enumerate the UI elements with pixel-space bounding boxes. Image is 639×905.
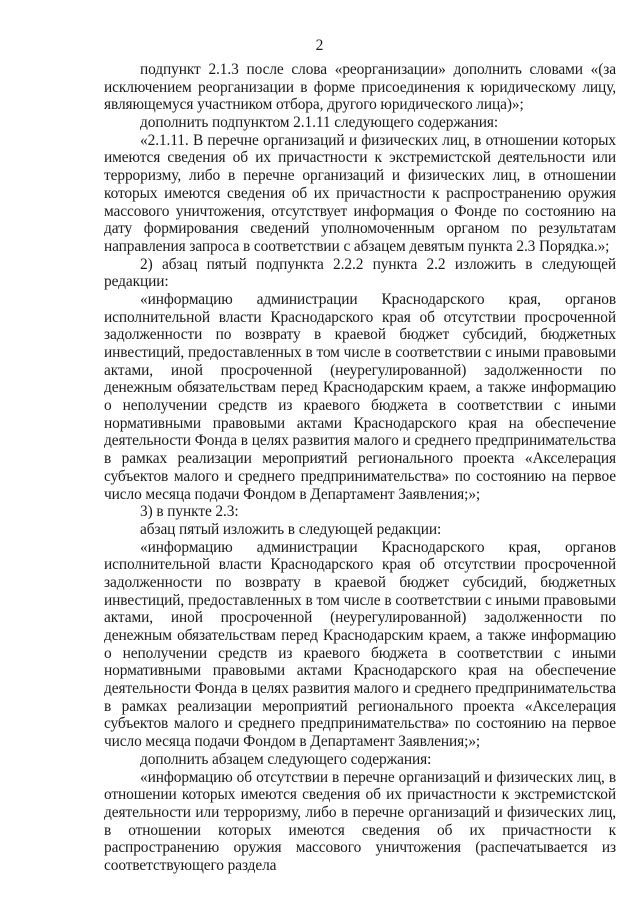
paragraph-quote-info-2: «информацию администрации Краснодарского края, органов исполнительной власти Краснодарского края об отсутствии просроченной задолженности по возврату в краевой бюджет субсидий, бюджетных инвестиций, предоставленных в том числе в соответствии с иными правовыми актами, иной просроченной (неурегулированной) задолженности по денежным обязательствам перед Краснодарским краем, а также информацию о неполучении средств из краевого бюджета в соответствии с иными нормативными правовыми актами Краснодарского края на обеспечение деятельности Фонда в целях развития малого и среднего предпринимательства в рамках реализации мероприятий регионального проекта «Акселерация субъектов малого и среднего предпринимательства» по состоянию на первое число месяца подачи Фондом в Департамент Заявления;»; (104, 538, 616, 751)
paragraph-item-2: 2) абзац пятый подпункта 2.2.2 пункта 2.2 изложить в следующей редакции: (104, 255, 616, 291)
paragraph-subclause-2-1-3: подпункт 2.1.3 после слова «реорганизации» дополнить словами «(за исключением реорганизации в форме присоединения к юридическому лицу, являющемуся участником отбора, другого юридического лица)»; (104, 61, 616, 114)
page-number: 2 (315, 37, 324, 54)
document-body (104, 61, 616, 875)
paragraph-quote-info-1: «информацию администрации Краснодарского края, органов исполнительной власти Краснодарского края об отсутствии просроченной задолженности по возврату в краевой бюджет субсидий, бюджетных инвестиций, предоставленных в том числе в соответствии с иными правовыми актами, иной просроченной (неурегулированной) задолженности по денежным обязательствам перед Краснодарским краем, а также информацию о неполучении средств из краевого бюджета в соответствии с иными нормативными правовыми актами Краснодарского края на обеспечение деятельности Фонда в целях развития малого и среднего предпринимательства в рамках реализации мероприятий регионального проекта «Акселерация субъектов малого и среднего предпринимательства» по состоянию на первое число месяца подачи Фондом в Департамент Заявления;»; (104, 290, 616, 503)
paragraph-quote-info-3: «информацию об отсутствии в перечне организаций и физических лиц, в отношении которых имеются сведения об их причастности к экстремистской деятельности или терроризму, либо в перечне организаций и физических лиц, в отношении которых имеются сведения об их причастности к распространению оружия массового уничтожения (распечатывается из соответствующего раздела (104, 768, 616, 874)
paragraph-item-3: 3) в пункте 2.3: (140, 503, 239, 521)
paragraph-fifth-paragraph-edit: абзац пятый изложить в следующей редакции: (140, 520, 442, 538)
paragraph-subclause-2-1-11-text: «2.1.11. В перечне организаций и физических лиц, в отношении которых имеются сведения об их причастности к экстремистской деятельности или терроризму, либо в перечне организаций и физических лиц, в отношении которых имеются сведения об их причастности к распространению оружия массового уничтожения, отсутствует информация о Фонде по состоянию на дату формирования сведений уполномоченным органом по результатам направления запроса в соответствии с абзацем девятым пункта 2.3 Порядка.»; (104, 131, 616, 255)
paragraph-add-subclause-2-1-11: дополнить подпунктом 2.1.11 следующего содержания: (140, 114, 499, 132)
paragraph-add-paragraph: дополнить абзацем следующего содержания: (140, 750, 432, 768)
